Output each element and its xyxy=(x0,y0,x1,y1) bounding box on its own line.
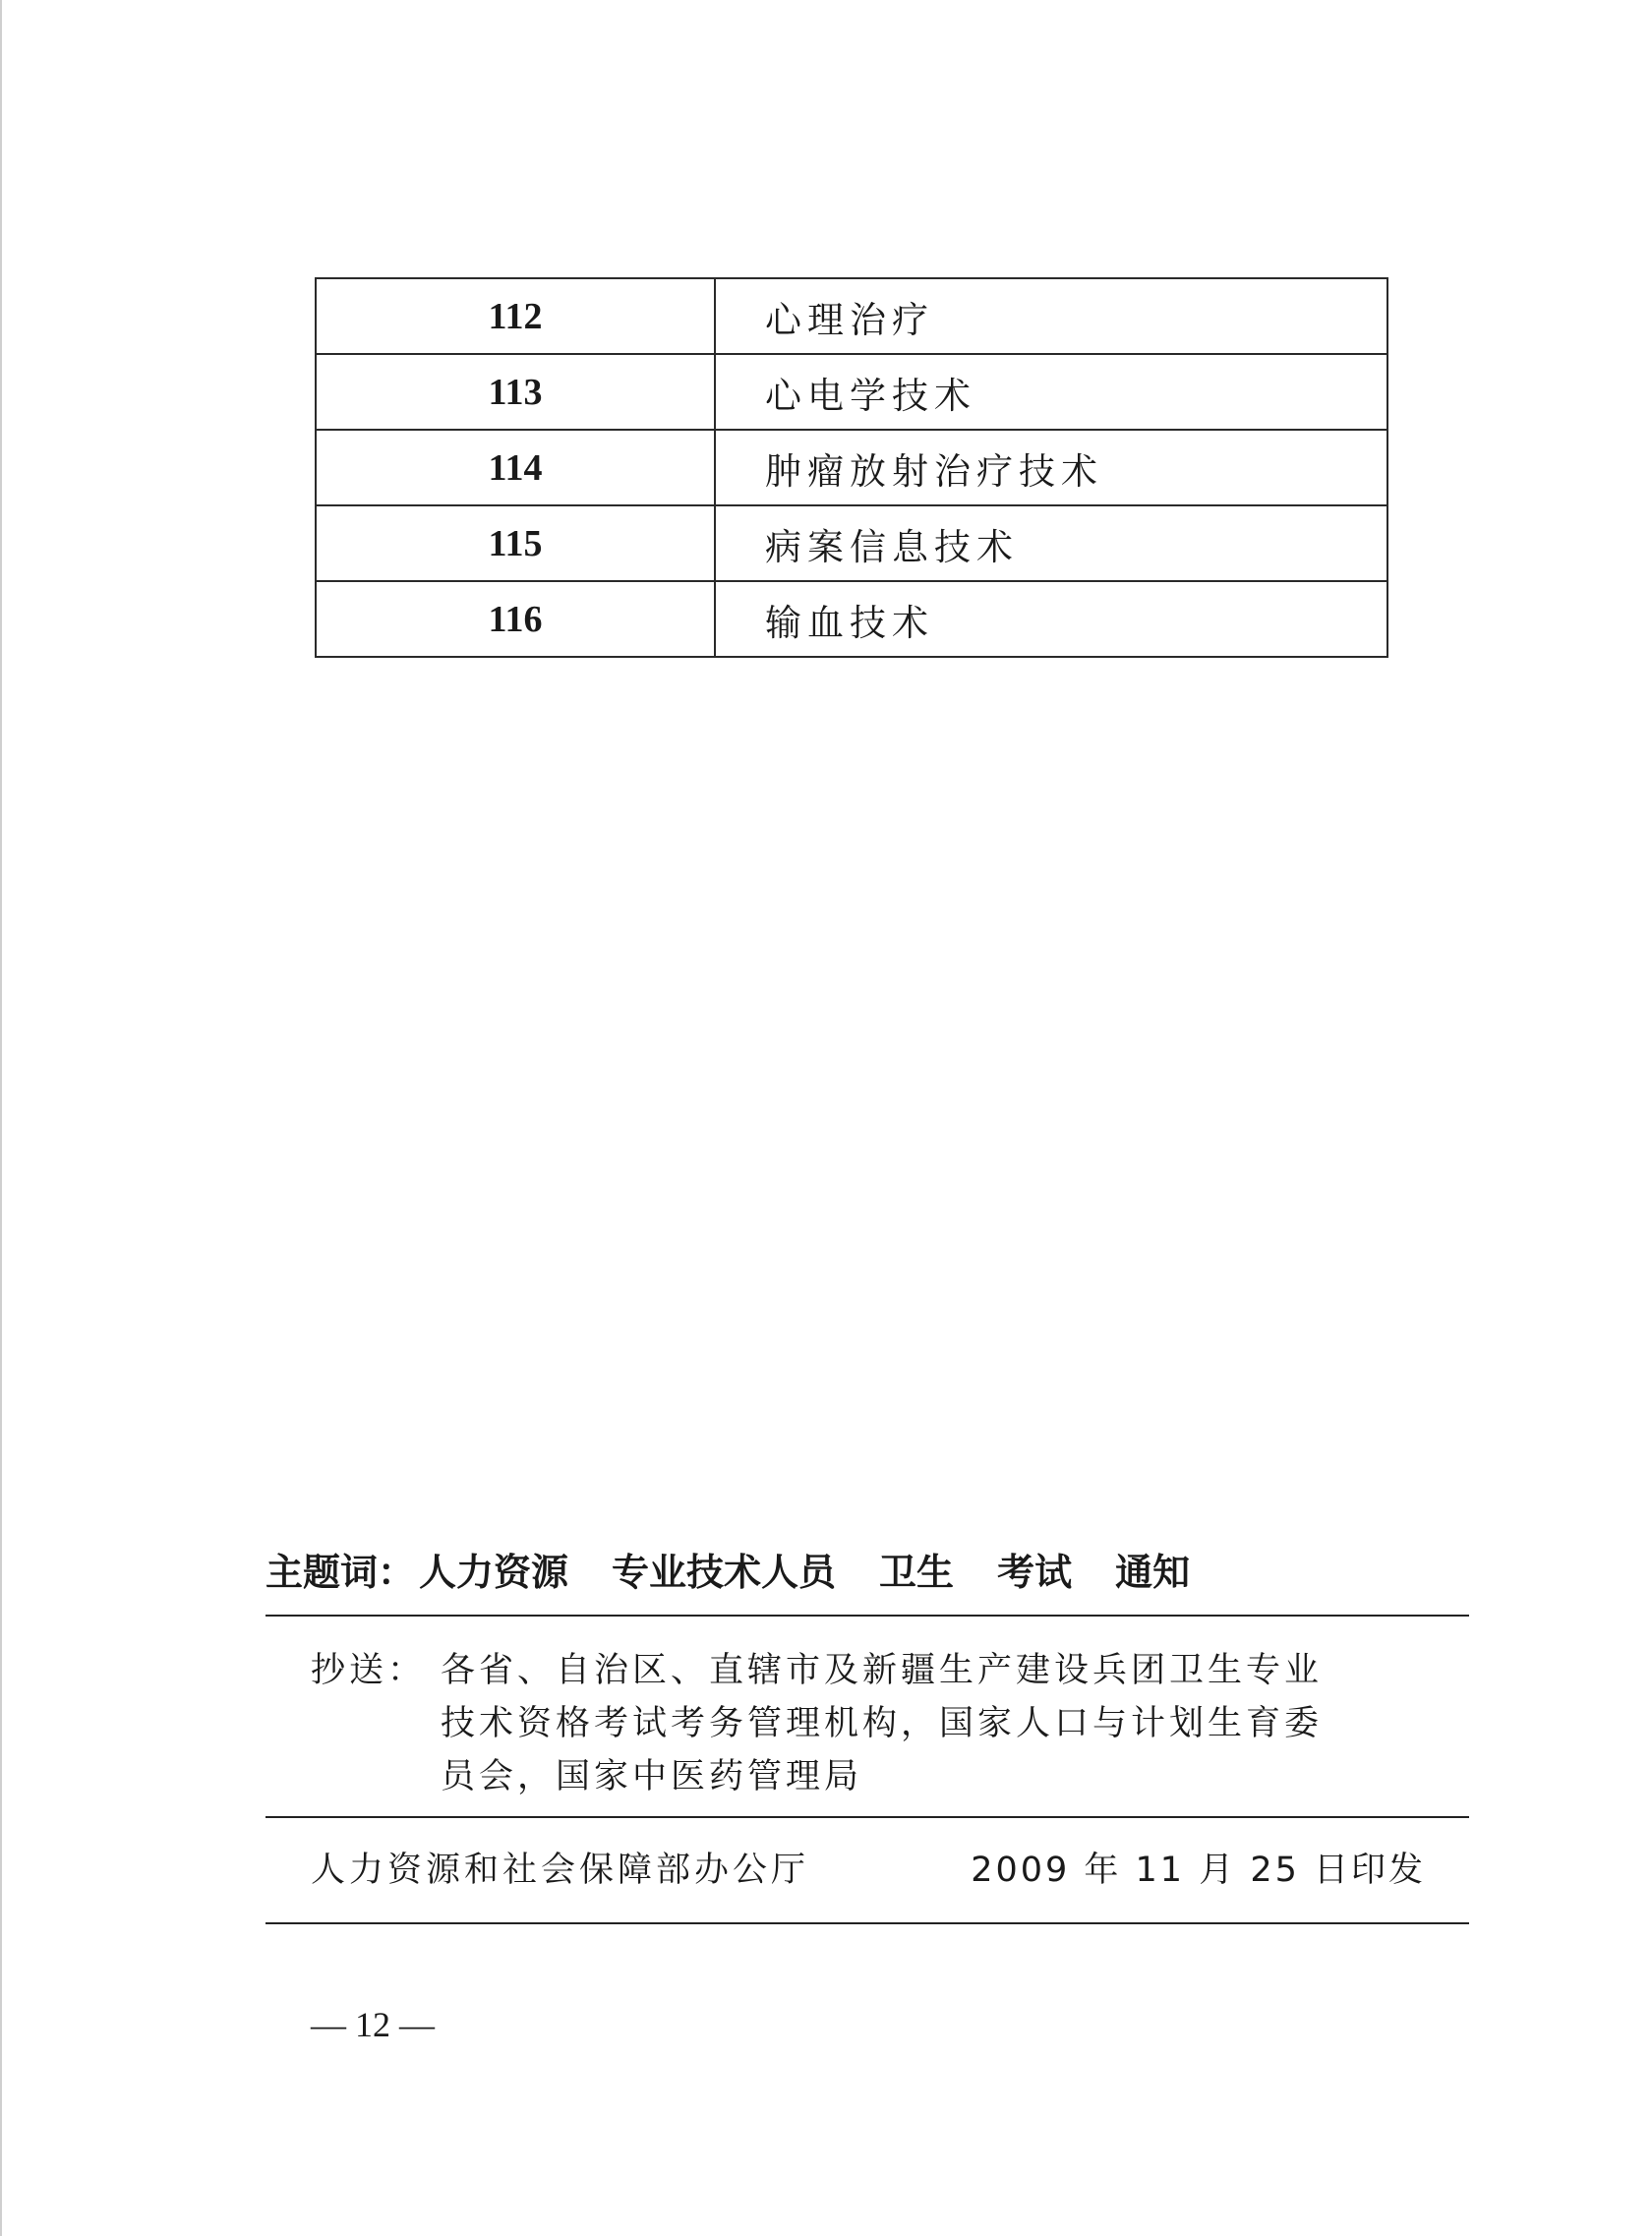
divider-middle xyxy=(266,1816,1469,1818)
divider-top xyxy=(266,1615,1469,1617)
cc-label: 抄送： xyxy=(311,1651,427,1690)
subject-keywords xyxy=(266,1542,1190,1596)
specialty-name: 输血技术 xyxy=(715,581,1387,657)
specialty-name: 心理治疗 xyxy=(715,278,1387,354)
table-row xyxy=(316,581,1387,657)
issuing-office: 人力资源和社会保障部办公厅 xyxy=(311,1851,810,1890)
keyword-term: 人力资源 xyxy=(419,1551,569,1594)
specialty-name: 病案信息技术 xyxy=(715,505,1387,581)
specialty-code: 112 xyxy=(316,278,715,354)
specialty-code: 113 xyxy=(316,354,715,430)
cc-line: 员会，国家中医药管理局 xyxy=(441,1757,863,1796)
table-row xyxy=(316,430,1387,505)
specialty-table xyxy=(315,277,1388,658)
issue-date: 2009 年 11 月 25 日印发 xyxy=(971,1851,1426,1890)
keyword-term: 专业技术人员 xyxy=(612,1551,837,1594)
table-row xyxy=(316,278,1387,354)
table-row xyxy=(316,505,1387,581)
specialty-name: 肿瘤放射治疗技术 xyxy=(715,430,1387,505)
specialty-code: 116 xyxy=(316,581,715,657)
cc-line: 技术资格考试考务管理机构，国家人口与计划生育委 xyxy=(441,1704,1324,1743)
specialty-name: 心电学技术 xyxy=(715,354,1387,430)
keywords-label: 主题词： xyxy=(266,1551,416,1594)
specialty-code: 115 xyxy=(316,505,715,581)
table-row xyxy=(316,354,1387,430)
page-number: — 12 — xyxy=(311,2005,435,2044)
page-edge xyxy=(0,0,2,2236)
divider-bottom xyxy=(266,1922,1469,1924)
keyword-term: 卫生 xyxy=(879,1551,955,1594)
cc-line: 各省、自治区、直辖市及新疆生产建设兵团卫生专业 xyxy=(441,1651,1324,1690)
specialty-code: 114 xyxy=(316,430,715,505)
keyword-term: 通知 xyxy=(1115,1551,1191,1594)
keyword-term: 考试 xyxy=(997,1551,1073,1594)
